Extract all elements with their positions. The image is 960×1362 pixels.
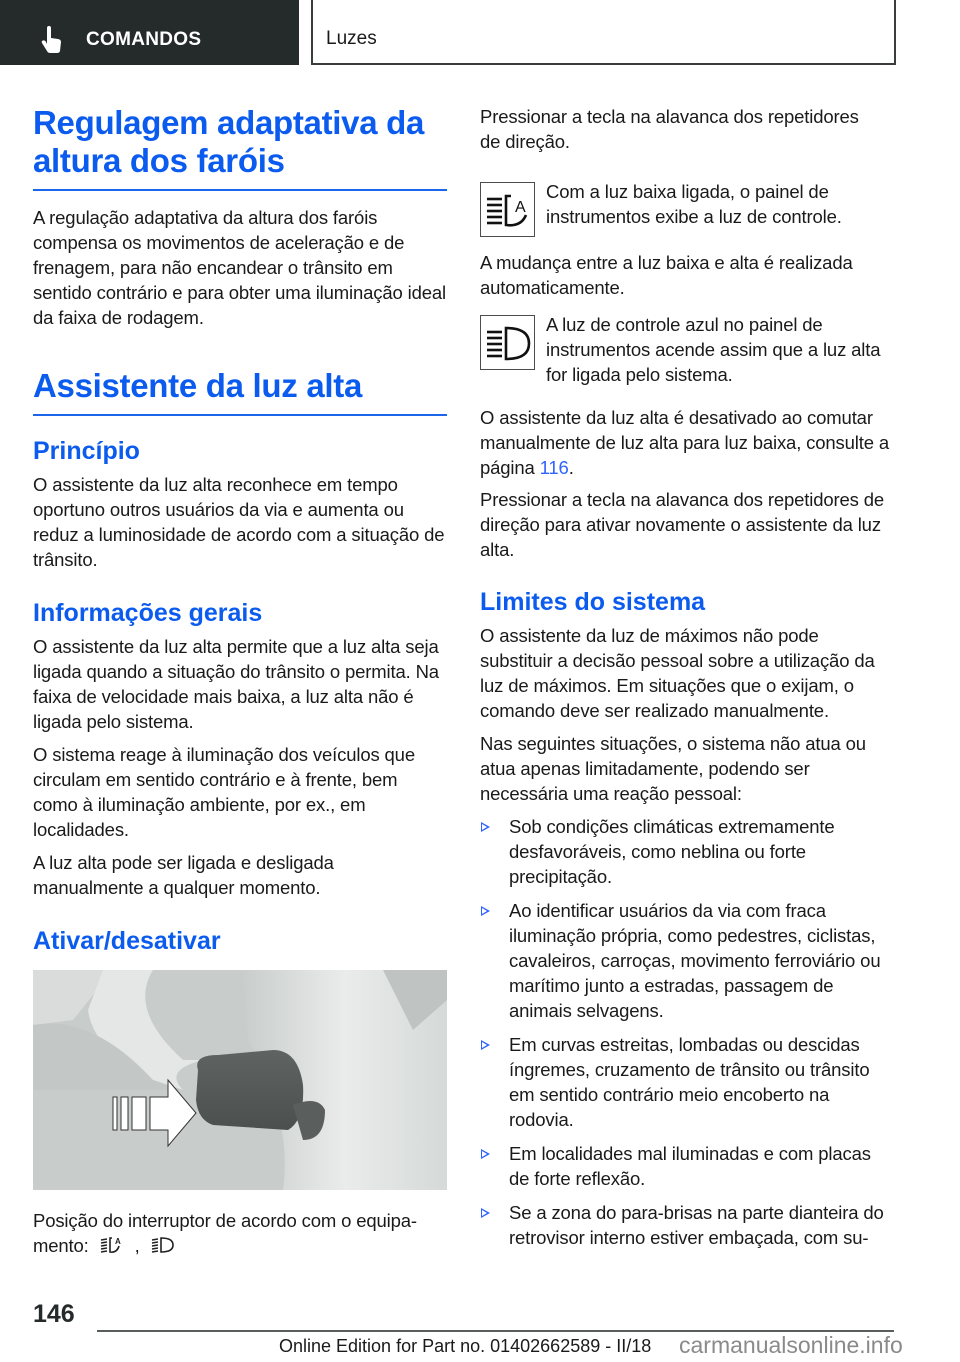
pointing-hand-icon — [40, 26, 64, 54]
caption-prefix: mento: — [33, 1235, 89, 1256]
heading-regulagem: Regulagem adaptativa da altura dos faróis — [33, 104, 447, 191]
desativado-text: O assistente da luz alta é desativado ao comutar manualmente de luz alta para luz baixa, consulte a página — [480, 407, 890, 478]
edition-text: Online Edition for Part no. 01402662589 - II/18 — [279, 1336, 652, 1356]
list-item — [480, 814, 896, 889]
auto-high-beam-icon — [100, 1236, 124, 1254]
list-item-text: Se a zona do para-brisas na parte dianteira do retrovisor interno estiver embaçada, com su- — [509, 1202, 884, 1248]
figure-caption — [33, 1208, 447, 1258]
triangle-bullet-icon — [481, 1149, 490, 1159]
triangle-bullet-icon — [481, 1208, 490, 1218]
triangle-bullet-icon — [481, 906, 490, 916]
heading-principio: Princípio — [33, 437, 140, 465]
list-item — [480, 898, 896, 1023]
chapter-tab — [311, 0, 896, 65]
paragraph-info-3: A luz alta pode ser ligada e desligada manualmente a qualquer momento. — [33, 852, 334, 898]
section-tab — [0, 0, 299, 65]
desativado-period: . — [568, 457, 574, 478]
page-link-116[interactable]: 116 — [539, 457, 569, 478]
auto-high-beam-assistant-icon — [481, 183, 534, 236]
list-item-text: Em curvas estreitas, lombadas ou descidas íngremes, cruzamento de trânsito ou trânsito em sentido contrário meio encoberto na rodovia. — [509, 1034, 870, 1130]
heading-assistente-luz-alta: Assistente da luz alta — [33, 367, 447, 416]
section-label: COMANDOS — [86, 29, 202, 50]
heading-ativar-desativar: Ativar/desativar — [33, 927, 221, 955]
list-item — [480, 1200, 896, 1250]
heading-informacoes-gerais: Informações gerais — [33, 599, 263, 627]
list-item-text: Em localidades mal iluminadas e com placas de forte reflexão. — [509, 1143, 871, 1189]
paragraph-info-1: O assistente da luz alta permite que a luz alta seja ligada quando a situação do trânsito o permita. Na faixa de velocidade mais baixa, a luz alta não é ligada pelo sistema. — [33, 636, 439, 732]
icon1-description: Com a luz baixa ligada, o painel de instrumentos exibe a luz de controle. — [546, 181, 842, 227]
chapter-label: Luzes — [326, 28, 377, 49]
turn-signal-lever-image — [33, 970, 447, 1190]
list-item — [480, 1141, 896, 1191]
icon2-box — [480, 315, 535, 370]
paragraph-limites-1: O assistente da luz de máximos não pode substituir a decisão pessoal sobre a utilização da luz de máximos. Em situações que o exijam, o comando deve ser realizado manualmente. — [480, 625, 875, 721]
icon1-box — [480, 182, 535, 237]
paragraph-desativado — [480, 405, 890, 480]
svg-text:A: A — [515, 199, 526, 216]
lever-illustration — [33, 970, 447, 1190]
limitations-list — [480, 814, 896, 1259]
list-item-text: Sob condições climáticas extremamente desfavoráveis, como neblina ou forte precipitação. — [509, 816, 835, 887]
list-item-text: Ao identificar usuários da via com fraca iluminação própria, como pedestres, ciclistas, cavaleiros, carroças, movimento ferroviário ou marítimo junto a estradas, passagem de animais selvagens. — [509, 900, 881, 1021]
paragraph-info-2: O sistema reage à iluminação dos veículos que circulam em sentido contrário e à frente, bem como à iluminação ambiente, por ex., em localidades. — [33, 744, 415, 840]
list-item — [480, 1032, 896, 1132]
triangle-bullet-icon — [481, 1040, 490, 1050]
watermark: carmanualsonline.info — [679, 1332, 903, 1358]
paragraph-regulagem: A regulação adaptativa da altura dos faróis compensa os movimentos de aceleração e de frenagem, para não encandear o trânsito em sentido contrário e para obter uma iluminação ideal da faixa de rodagem. — [33, 207, 446, 328]
high-beam-indicator-icon — [481, 316, 534, 369]
high-beam-icon — [151, 1236, 175, 1254]
paragraph-pressionar-2: Pressionar a tecla na alavanca dos repetidores de direção para ativar novamente o assistente da luz alta. — [480, 489, 885, 560]
paragraph-principio: O assistente da luz alta reconhece em tempo oportuno outros usuários da via e aumenta ou reduz a luminosidade de acordo com a situação de trânsito. — [33, 474, 445, 570]
triangle-bullet-icon — [481, 822, 490, 832]
caption-line1: Posição do interruptor de acordo com o equipa- — [33, 1210, 417, 1231]
page-number: 146 — [33, 1300, 75, 1328]
heading-limites-do-sistema: Limites do sistema — [480, 588, 706, 616]
paragraph-mudanca: A mudança entre a luz baixa e alta é realizada automaticamente. — [480, 252, 853, 298]
icon2-description: A luz de controle azul no painel de instrumentos acende assim que a luz alta for ligada pelo sistema. — [546, 314, 881, 385]
paragraph-pressionar-1: Pressionar a tecla na alavanca dos repetidores de direção. — [480, 106, 859, 152]
svg-text:A: A — [114, 1237, 121, 1246]
caption-separator: , — [134, 1235, 140, 1256]
paragraph-limites-2: Nas seguintes situações, o sistema não atua ou atua apenas limitadamente, podendo ser necessária uma reação pessoal: — [480, 733, 866, 804]
